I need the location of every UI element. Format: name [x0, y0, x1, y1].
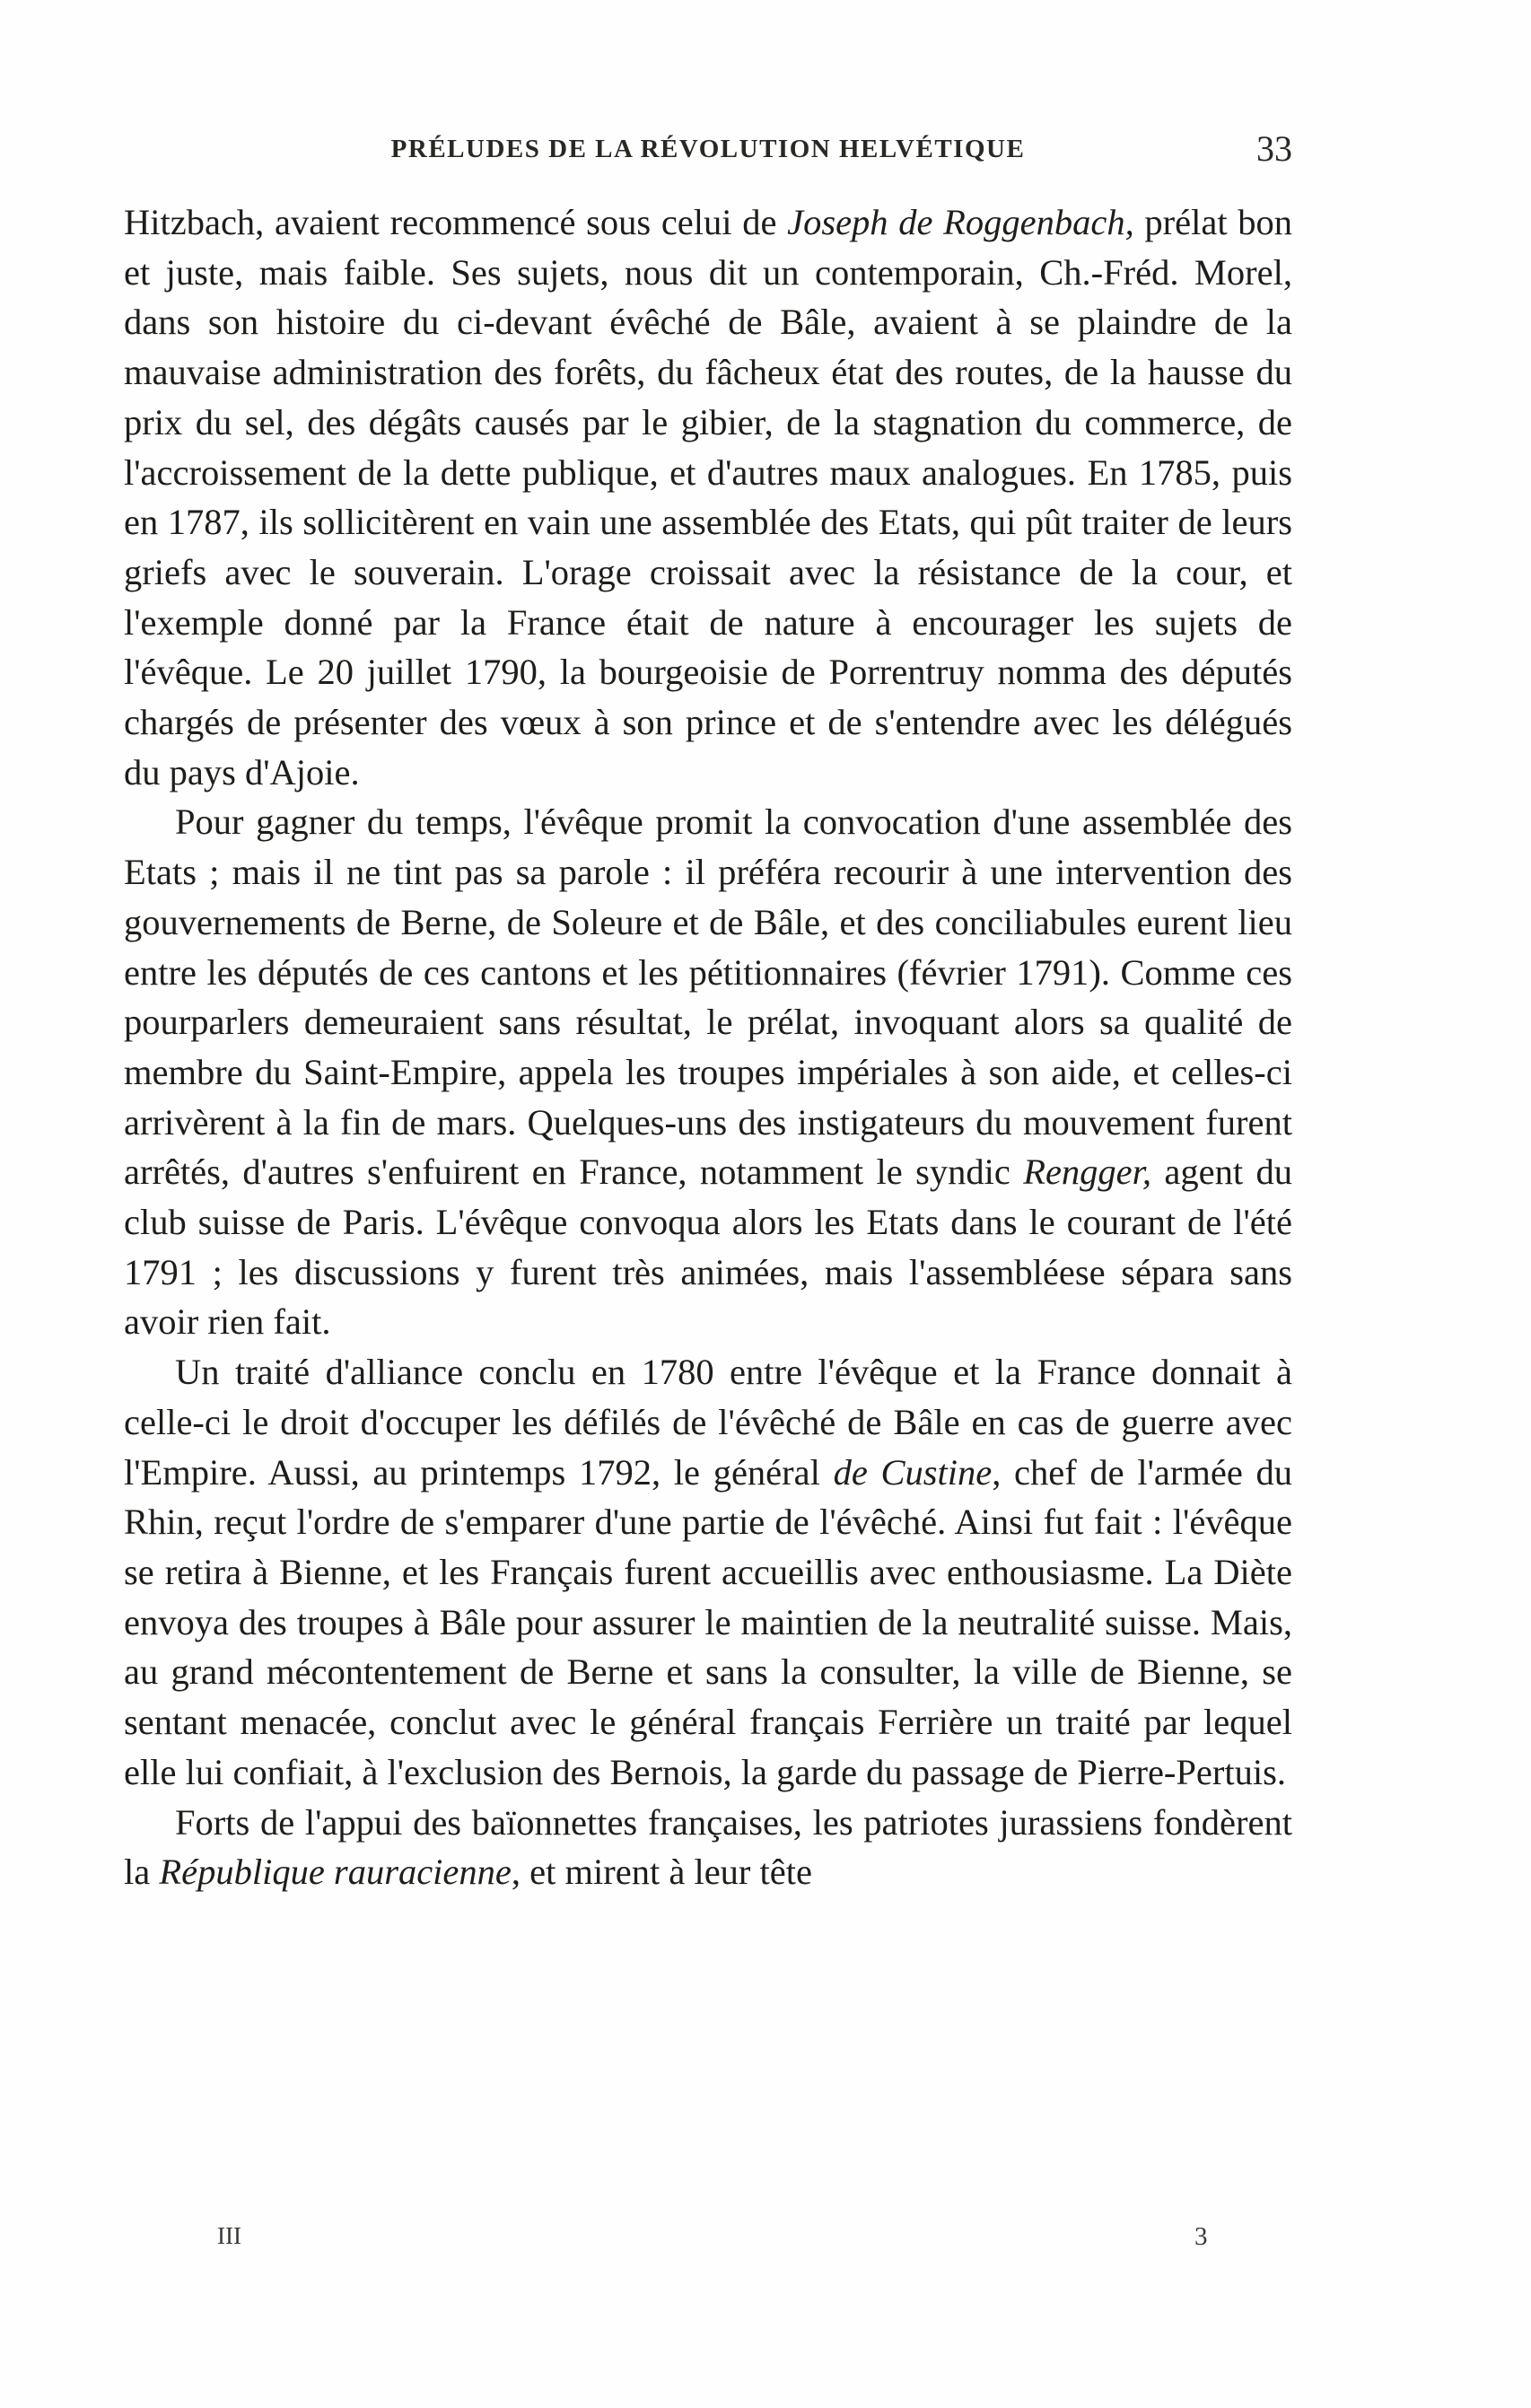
sheet-number: 3 [1194, 2222, 1208, 2251]
paragraph-text: , et mirent à leur tête [511, 1852, 812, 1893]
paragraph-text: Hitzbach, avaient recommencé sous celui de [124, 202, 788, 242]
paragraph-text: Forts de l'appui des baïonnettes françaises, les patriotes jurassiens fondèrent la [124, 1801, 1292, 1893]
running-head [124, 124, 1292, 178]
text-block [124, 197, 1292, 1897]
page-number: 33 [1256, 128, 1292, 169]
paragraph-3 [124, 1347, 1292, 1797]
italic-name: Rengger, [1023, 1151, 1152, 1193]
page-footer [124, 2222, 1292, 2258]
running-title: PRÉLUDES DE LA RÉVOLUTION HELVÉTIQUE [390, 135, 1026, 163]
paragraph-text: Pour gagner du temps, l'évêque promit la convocation d'une assemblée des Etats ; mais il ne tint pas sa parole : il préféra recourir à une intervention des gouvernements de Berne, de Soleure et de Bâle, et des conciliabules eurent lieu entre les députés de ces cantons et les pétitionnaires (février 1791). Comme ces pourparlers demeuraient sans résultat, le prélat, invoquant alors sa qualité de membre du Saint-Empire, appela les troupes impériales à son aide, et celles-ci arrivèrent à la fin de mars. Quelques-uns des instigateurs du mouvement furent arrêtés, d'autres s'enfuirent en France, notamment le syndic [124, 801, 1292, 1193]
signature-mark: III [217, 2222, 241, 2249]
paragraph-text: , chef de l'armée du Rhin, reçut l'ordre de s'emparer d'une partie de l'évêché. Ainsi fut fait : l'évêque se retira à Bienne, et les Français furent accueillis avec enthousiasme. La Diète envoya des troupes à Bâle pour assurer le maintien de la neutralité suisse. Mais, au grand mécontentement de Berne et sans la consulter, la ville de Bienne, se sentant menacée, conclut avec le général français Ferrière un traité par lequel elle lui confiait, à l'exclusion des Bernois, la garde du passage de Pierre-Pertuis. [124, 1451, 1292, 1792]
italic-name: Joseph de Roggenbach, [787, 202, 1134, 242]
paragraph-2 [124, 797, 1292, 1347]
paragraph-text: Un traité d'alliance conclu en 1780 entre l'évêque et la France donnait à celle-ci le droit d'occuper les défilés de l'évêché de Bâle en cas de guerre avec l'Empire. Aussi, au printemps 1792, le général [124, 1352, 1292, 1493]
paragraph-1 [124, 197, 1292, 797]
italic-name: de Custine [833, 1451, 993, 1493]
paragraph-text: prélat bon et juste, mais faible. Ses sujets, nous dit un contemporain, Ch.-Fréd. Morel, dans son histoire du ci-devant évêché de Bâle, avaient à se plaindre de la mauvaise administration des forêts, du fâcheux état des routes, de la hausse du prix du sel, des dégâts causés par le gibier, de la stagnation du commerce, de l'accroissement de la dette publique, et d'autres maux analogues. En 1785, puis en 1787, ils sollicitèrent en vain une assemblée des Etats, qui pût traiter de leurs griefs avec le souverain. L'orage croissait avec la résistance de la cour, et l'exemple donné par la France était de nature à encourager les sujets de l'évêque. Le 20 juillet 1790, la bourgeoisie de Porrentruy nomma des députés chargés de présenter des vœux à son prince et de s'entendre avec les délégués du pays d'Ajoie. [124, 202, 1292, 792]
paragraph-text: agent du club suisse de Paris. L'évêque convoqua alors les Etats dans le courant de l'été 1791 ; les discussions y furent très animées, mais l'assembléese sépara sans avoir rien fait. [124, 1151, 1292, 1343]
italic-name: République rauracienne [159, 1852, 512, 1893]
paragraph-4 [124, 1798, 1292, 1897]
